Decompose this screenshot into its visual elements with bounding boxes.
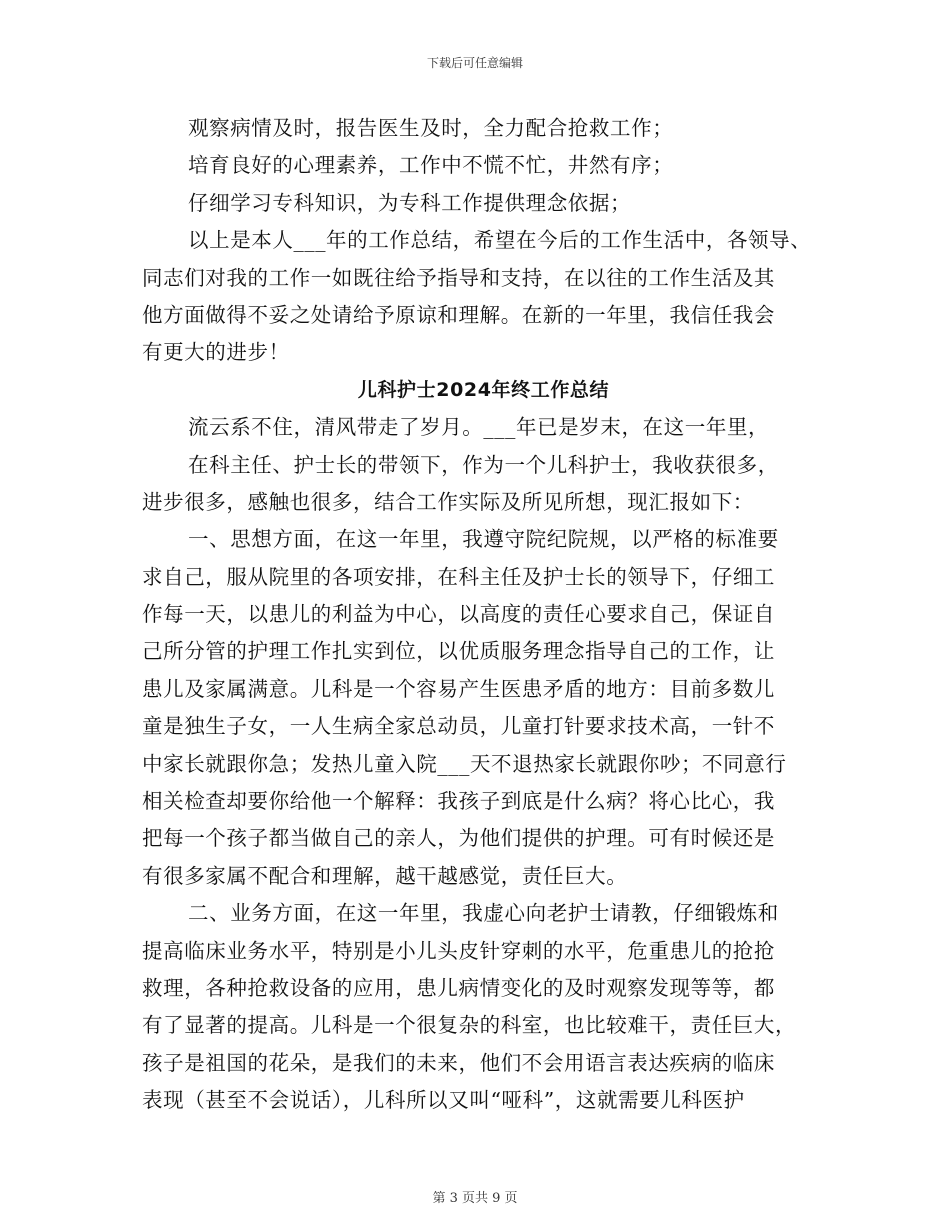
paragraph-line: 患儿及家属满意。儿科是一个容易产生医患矛盾的地方：目前多数儿 — [142, 676, 775, 701]
paragraph-line: 观察病情及时，报告医生及时，全力配合抢救工作； — [188, 116, 674, 140]
paragraph-line: 有更大的进步！ — [142, 340, 290, 365]
section-title: 儿科护士2024年终工作总结 — [357, 378, 610, 401]
paragraph-line: 有了显著的提高。儿科是一个很复杂的科室，也比较难干，责任巨大， — [142, 1013, 797, 1038]
paragraph-line: 仔细学习专科知识，为专科工作提供理念依据； — [188, 190, 632, 215]
paragraph-line: 同志们对我的工作一如既往给予指导和支持，在以往的工作生活及其 — [142, 265, 775, 290]
paragraph-line: 相关检查却要你给他一个解释：我孩子到底是什么病？将心比心，我 — [142, 789, 775, 814]
paragraph-line: 一、思想方面，在这一年里，我遵守院纪院规，以严格的标准要 — [188, 527, 779, 552]
page-header: 下载后可任意编辑 — [426, 56, 523, 70]
paragraph-line: 二、业务方面，在这一年里，我虚心向老护士请教，仔细锻炼和 — [188, 901, 779, 926]
paragraph-line: 己所分管的护理工作扎实到位，以优质服务理念指导自己的工作，让 — [142, 639, 775, 664]
paragraph-line: 孩子是祖国的花朵，是我们的未来，他们不会用语言表达疾病的临床 — [142, 1050, 775, 1075]
paragraph-line: 表现（甚至不会说话），儿科所以又叫“哑科”，这就需要儿科医护 — [142, 1088, 745, 1113]
paragraph-line: 流云系不住，清风带走了岁月。___年已是岁末，在这一年里， — [188, 415, 770, 440]
paragraph-line: 在科主任、护士长的带领下，作为一个儿科护士，我收获很多， — [188, 452, 779, 477]
paragraph-line: 作每一天，以患儿的利益为中心，以高度的责任心要求自己，保证自 — [142, 602, 775, 627]
paragraph-line: 求自己，服从院里的各项安排，在科主任及护士长的领导下，仔细工 — [142, 564, 775, 589]
paragraph-line: 中家长就跟你急；发热儿童入院___天不退热家长就跟你吵；不同意行 — [142, 751, 787, 776]
paragraph-line: 培育良好的心理素养，工作中不慌不忙，井然有序； — [188, 153, 674, 178]
paragraph-line: 救理，各种抢救设备的应用，患儿病情变化的及时观察发现等等，都 — [142, 975, 775, 1000]
document-body — [142, 110, 812, 1120]
paragraph-line: 把每一个孩子都当做自己的亲人，为他们提供的护理。可有时候还是 — [142, 826, 775, 851]
paragraph-line: 进步很多，感触也很多，结合工作实际及所见所想，现汇报如下： — [142, 489, 754, 514]
paragraph-line: 有很多家属不配合和理解，越干越感觉，责任巨大。 — [142, 863, 628, 888]
paragraph-line: 童是独生子女，一人生病全家总动员，儿童打针要求技术高，一针不 — [142, 714, 775, 739]
paragraph-line: 以上是本人___年的工作总结，希望在今后的工作生活中，各领导、 — [188, 228, 812, 253]
page-footer: 第 3 页共 9 页 — [432, 1191, 518, 1206]
paragraph-line: 他方面做得不妥之处请给予原谅和理解。在新的一年里，我信任我会 — [142, 302, 775, 327]
paragraph-line: 提高临床业务水平，特别是小儿头皮针穿刺的水平，危重患儿的抢抢 — [142, 938, 775, 963]
